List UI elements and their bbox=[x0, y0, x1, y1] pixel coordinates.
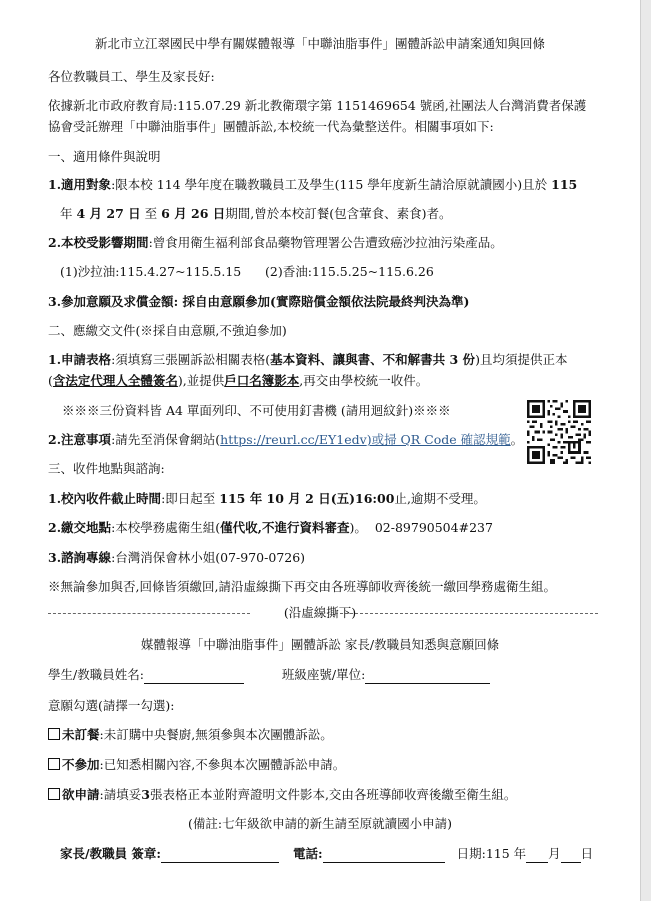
phone-field[interactable] bbox=[323, 848, 445, 863]
section-3-heading: 三、收件地點與諮詢: bbox=[48, 461, 165, 476]
option-apply-checkbox[interactable] bbox=[48, 788, 60, 800]
period-start: 4 月 27 日 bbox=[76, 206, 141, 221]
affected-products: (1)沙拉油:115.4.27~115.5.15 (2)香油:115.5.25~115.6.26 bbox=[60, 264, 434, 279]
day-label: 日 bbox=[580, 846, 594, 861]
month-label: 月 bbox=[548, 846, 561, 861]
section-1-heading: 一、適用條件與說明 bbox=[48, 149, 161, 164]
forms-mid: ),並提供 bbox=[177, 373, 225, 388]
eligibility-period-line bbox=[60, 205, 622, 223]
day-field[interactable] bbox=[561, 848, 581, 863]
reply-title: 媒體報導「中聯油脂事件」團體訴訟 家長/教職員知悉與意願回條 bbox=[140, 637, 500, 652]
option-decline-label: 不參加 bbox=[62, 757, 100, 772]
intro-line-2: 協會受託辦理「中聯油脂事件」團體訴訟,本校統一代為彙整送件。相關事項如下: bbox=[48, 119, 494, 134]
page-edge bbox=[640, 0, 651, 901]
option-decline-checkbox[interactable] bbox=[48, 758, 60, 770]
forms-list: 基本資料、讓與書、不和解書共 3 份 bbox=[270, 352, 476, 367]
location-text: :本校學務處衛生組( bbox=[111, 520, 221, 535]
option-no-order bbox=[48, 726, 622, 744]
signature-label: 家長/教職員 簽章: bbox=[60, 846, 162, 861]
forms-end: )且均須提供正本 bbox=[475, 352, 568, 367]
participation-text: : 採自由意願參加(實際賠償金額依法院最終判決為準) bbox=[173, 294, 470, 309]
deadline-line bbox=[48, 490, 622, 508]
section-2-heading: 二、應繳交文件(※採自由意願,不強迫參加) bbox=[48, 323, 287, 338]
class-seat-label: 班級座號/單位: bbox=[281, 667, 366, 682]
guardian-signature-note: 含法定代理人全體簽名 bbox=[52, 373, 178, 388]
eligibility-text: :限本校 114 學年度在職教職員工及學生(115 學年度新生請洽原就讀國小)且於 bbox=[111, 177, 548, 192]
hotline-line bbox=[48, 549, 622, 567]
date-label: 日期:115 年 bbox=[456, 846, 527, 861]
return-note: ※無論參加與否,回條皆須繳回,請沿虛線撕下再交由各班導師收齊後統一繳回學務處衛生組。 bbox=[48, 579, 556, 594]
signature-field[interactable] bbox=[161, 848, 279, 863]
eligibility-label: 1.適用對象 bbox=[48, 177, 112, 192]
forms-line bbox=[48, 351, 622, 369]
qr-instruction-link[interactable]: )或掃 QR Code 確認規範 bbox=[366, 432, 511, 447]
option-apply-count: 3 bbox=[141, 787, 150, 802]
location-label: 2.繳交地點 bbox=[48, 520, 112, 535]
period-end: 6 月 26 日 bbox=[161, 206, 226, 221]
forms-open: ( bbox=[48, 373, 53, 388]
option-no-order-checkbox[interactable] bbox=[48, 728, 60, 740]
forms-submit: ,再交由學校統一收件。 bbox=[299, 373, 429, 388]
participation-label: 3.參加意願及求償金額 bbox=[48, 294, 174, 309]
option-apply bbox=[48, 786, 622, 804]
deadline-label: 1.校內收件截止時間 bbox=[48, 491, 162, 506]
student-name-field[interactable] bbox=[144, 669, 244, 684]
affected-period-line bbox=[48, 234, 622, 252]
option-decline bbox=[48, 756, 622, 774]
phone-label: 電話: bbox=[293, 846, 323, 861]
option-apply-text-2: 張表格正本並附齊證明文件影本,交由各班導師收齊後繳至衛生組。 bbox=[149, 787, 517, 802]
document-title: 新北市立江翠國民中學有關媒體報導「中聯油脂事件」團體訴訟申請案通知與回條 bbox=[94, 36, 545, 51]
location-line bbox=[48, 519, 622, 537]
forms-text: :須填寫三張團訴訟相關表格( bbox=[111, 352, 271, 367]
class-seat-field[interactable] bbox=[365, 669, 490, 684]
eligibility-line bbox=[48, 176, 622, 194]
notice-label: 2.注意事項 bbox=[48, 432, 112, 447]
period-text: 期間,曾於本校訂餐(包含葷食、素食)者。 bbox=[225, 206, 452, 221]
cpf-website-link[interactable]: https://reurl.cc/EY1edv bbox=[220, 432, 367, 447]
notice-end: 。 bbox=[510, 432, 524, 447]
option-no-order-label: 未訂餐 bbox=[62, 727, 100, 742]
option-decline-text: :已知悉相關內容,不參與本次團體訴訟申請。 bbox=[99, 757, 346, 772]
period-prefix: 年 bbox=[60, 206, 73, 221]
eligibility-year: 115 bbox=[551, 177, 578, 192]
tear-line-right bbox=[335, 613, 598, 614]
participation-line bbox=[48, 293, 622, 311]
affected-period-text: :曾食用衛生福利部食品藥物管理署公告遭致癌沙拉油污染產品。 bbox=[148, 235, 503, 250]
notice-text: :請先至消保會網站( bbox=[111, 432, 221, 447]
forms-label: 1.申請表格 bbox=[48, 352, 112, 367]
month-field[interactable] bbox=[526, 848, 548, 863]
location-phone: )。 02-89790504#237 bbox=[349, 520, 493, 535]
student-name-label: 學生/教職員姓名: bbox=[48, 667, 144, 682]
tear-label: (沿虛線撕下) bbox=[283, 605, 357, 620]
option-no-order-text: :未訂購中央餐廚,無須參與本次團體訴訟。 bbox=[99, 727, 333, 742]
qr-code-icon bbox=[527, 400, 591, 464]
forms-line-2 bbox=[48, 372, 622, 390]
affected-period-label: 2.本校受影響期間 bbox=[48, 235, 149, 250]
greeting: 各位教職員工、學生及家長好: bbox=[48, 69, 215, 84]
intro-line-1: 依據新北市政府教育局:115.07.29 新北教衛環字第 1151469654 號函,社團法人台灣消費者保護 bbox=[48, 98, 587, 113]
period-to: 至 bbox=[144, 206, 158, 221]
signature-row bbox=[60, 845, 622, 863]
deadline-date: 115 年 10 月 2 日(五)16:00 bbox=[219, 491, 395, 506]
hotline-text: :台灣消保會林小姐(07-970-0726) bbox=[111, 550, 306, 565]
option-apply-text: :請填妥 bbox=[99, 787, 142, 802]
option-apply-label: 欲申請 bbox=[62, 787, 100, 802]
hotline-label: 3.諮詢專線 bbox=[48, 550, 112, 565]
name-class-row bbox=[48, 666, 622, 684]
print-note: ※※※三份資料皆 A4 單面列印、不可使用釘書機 (請用迴紋針)※※※ bbox=[62, 403, 451, 418]
reply-remark: (備註:七年級欲申請的新生請至原就讀國小申請) bbox=[188, 816, 452, 831]
deadline-end: 止,逾期不受理。 bbox=[394, 491, 486, 506]
choice-prompt: 意願勾選(請擇一勾選): bbox=[48, 698, 175, 713]
deadline-text: :即日起至 bbox=[161, 491, 216, 506]
location-note: 僅代收,不進行資料審查 bbox=[220, 520, 350, 535]
household-copy-note: 戶口名簿影本 bbox=[224, 373, 300, 388]
